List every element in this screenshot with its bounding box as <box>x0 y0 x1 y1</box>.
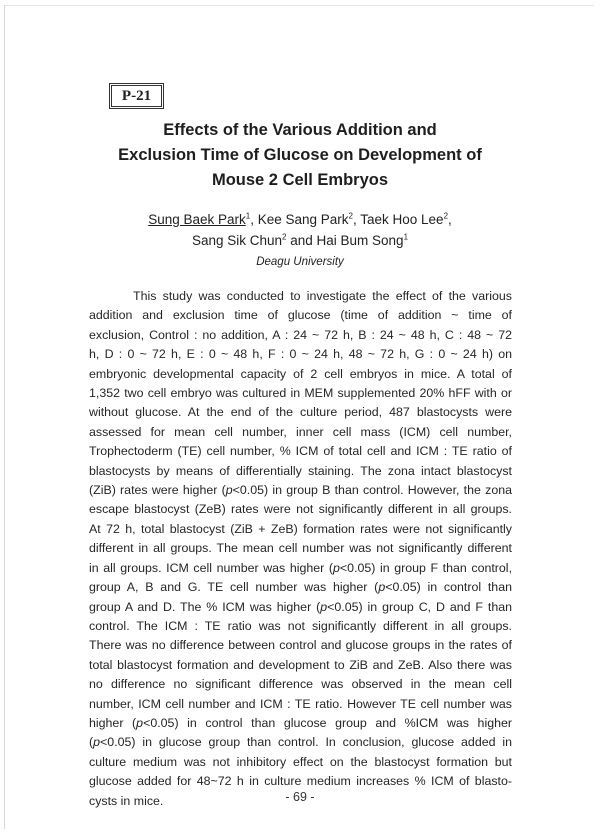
poster-id-box: P-21 <box>111 85 162 107</box>
abstract-line: different in all groups. The mean cell number was not significantly different <box>89 541 512 556</box>
abstract-line: At 72 h, total blastocyst (ZiB + ZeB) formation rates were not significantly <box>89 521 512 536</box>
paper-title <box>60 118 540 193</box>
abstract-line: assessed for mean cell number, inner cell mass (ICM) cell number, <box>89 424 512 439</box>
abstract-line: (ZiB) rates were higher (p<0.05) in group B than control. However, the zona <box>89 483 512 498</box>
abstract-line: group A, B and G. TE cell number was higher (p<0.05) in control than <box>89 580 512 595</box>
abstract-line: no difference no significant difference was observed in the mean cell <box>89 677 512 692</box>
abstract-line: higher (p<0.05) in control than glucose group and %ICM was higher <box>89 715 513 730</box>
author-affil-mark: 2 <box>348 211 353 221</box>
affiliation: Deagu University <box>256 256 344 268</box>
abstract-line: cysts in mice. <box>89 793 164 808</box>
abstract-line: escape blastocyst (ZeB) rates were not significantly different in all groups. <box>89 502 512 517</box>
author-name: , Taek Hoo Lee <box>352 212 444 227</box>
abstract-line: without glucose. At the end of the culture period, 487 blastocysts were <box>89 405 512 420</box>
author-name: , Kee Sang Park <box>250 212 349 227</box>
abstract-line: total blastocyst formation and development to ZiB and ZeB. Also there was <box>89 657 512 672</box>
author-name: Sang Sik Chun <box>191 233 283 248</box>
abstract-line: glucose added for 48~72 h in culture medium increases % ICM of blasto- <box>89 774 512 789</box>
title-line-1: Effects of the Various Addition and <box>163 121 437 139</box>
author-line-1 <box>80 209 520 230</box>
abstract-line: in all groups. ICM cell number was higher (p<0.05) in group F than control, <box>89 560 513 575</box>
title-line-3: Mouse 2 Cell Embryos <box>211 171 389 189</box>
abstract-line: addition and exclusion time of glucose (time of addition ~ time of <box>89 308 512 323</box>
abstract-line: h, D : 0 ~ 72 h, E : 0 ~ 48 h, F : 0 ~ 24 h, 48 ~ 72 h, G : 0 ~ 24 h) on <box>89 347 512 362</box>
abstract-line: number, ICM cell number and ICM : TE ratio. However TE cell number was <box>89 696 512 711</box>
abstract-line: Trophectoderm (TE) cell number, % ICM of total cell and ICM : TE ratio of <box>89 444 512 459</box>
author-line-2 <box>80 230 520 251</box>
abstract-line: There was no difference between control and glucose groups in the rates of <box>89 638 512 653</box>
abstract-line: (p<0.05) in glucose group than control. In conclusion, glucose added in <box>89 735 512 750</box>
author-presenter: Sung Baek Park <box>148 212 246 227</box>
author-affil-mark: 2 <box>282 232 287 242</box>
abstract-line: culture medium was not inhibitory effect on the blastocyst formation but <box>89 754 512 769</box>
abstract-line: control. The ICM : TE ratio was not significantly different in all groups. <box>89 618 512 633</box>
author-name: and Hai Bum Song <box>286 233 404 248</box>
abstract-line: blastocysts by means of differentially staining. The zona intact blastocyst <box>89 463 512 478</box>
title-line-2: Exclusion Time of Glucose on Development of <box>118 146 482 164</box>
page-number: - 69 - <box>285 790 315 804</box>
author-list <box>80 209 520 251</box>
abstract-line: exclusion, Control : no addition, A : 24 ~ 72 h, B : 24 ~ 48 h, C : 48 ~ 72 <box>89 327 512 342</box>
abstract-line: 1,352 two cell embryo was cultured in MEM supplemented 20% hFF with or <box>89 386 512 401</box>
author-affil-mark: 1 <box>403 232 409 242</box>
author-affil-mark: 1 <box>245 211 251 221</box>
author-separator: , <box>448 212 452 227</box>
abstract-line: embryonic developmental capacity of 2 cell embryos in mice. A total of <box>89 366 512 381</box>
abstract-body <box>89 287 512 811</box>
author-affil-mark: 2 <box>443 211 449 221</box>
abstract-line: group A and D. The % ICM was higher (p<0.05) in group C, D and F than <box>89 599 512 614</box>
abstract-line: This study was conducted to investigate the effect of the various <box>133 289 512 303</box>
